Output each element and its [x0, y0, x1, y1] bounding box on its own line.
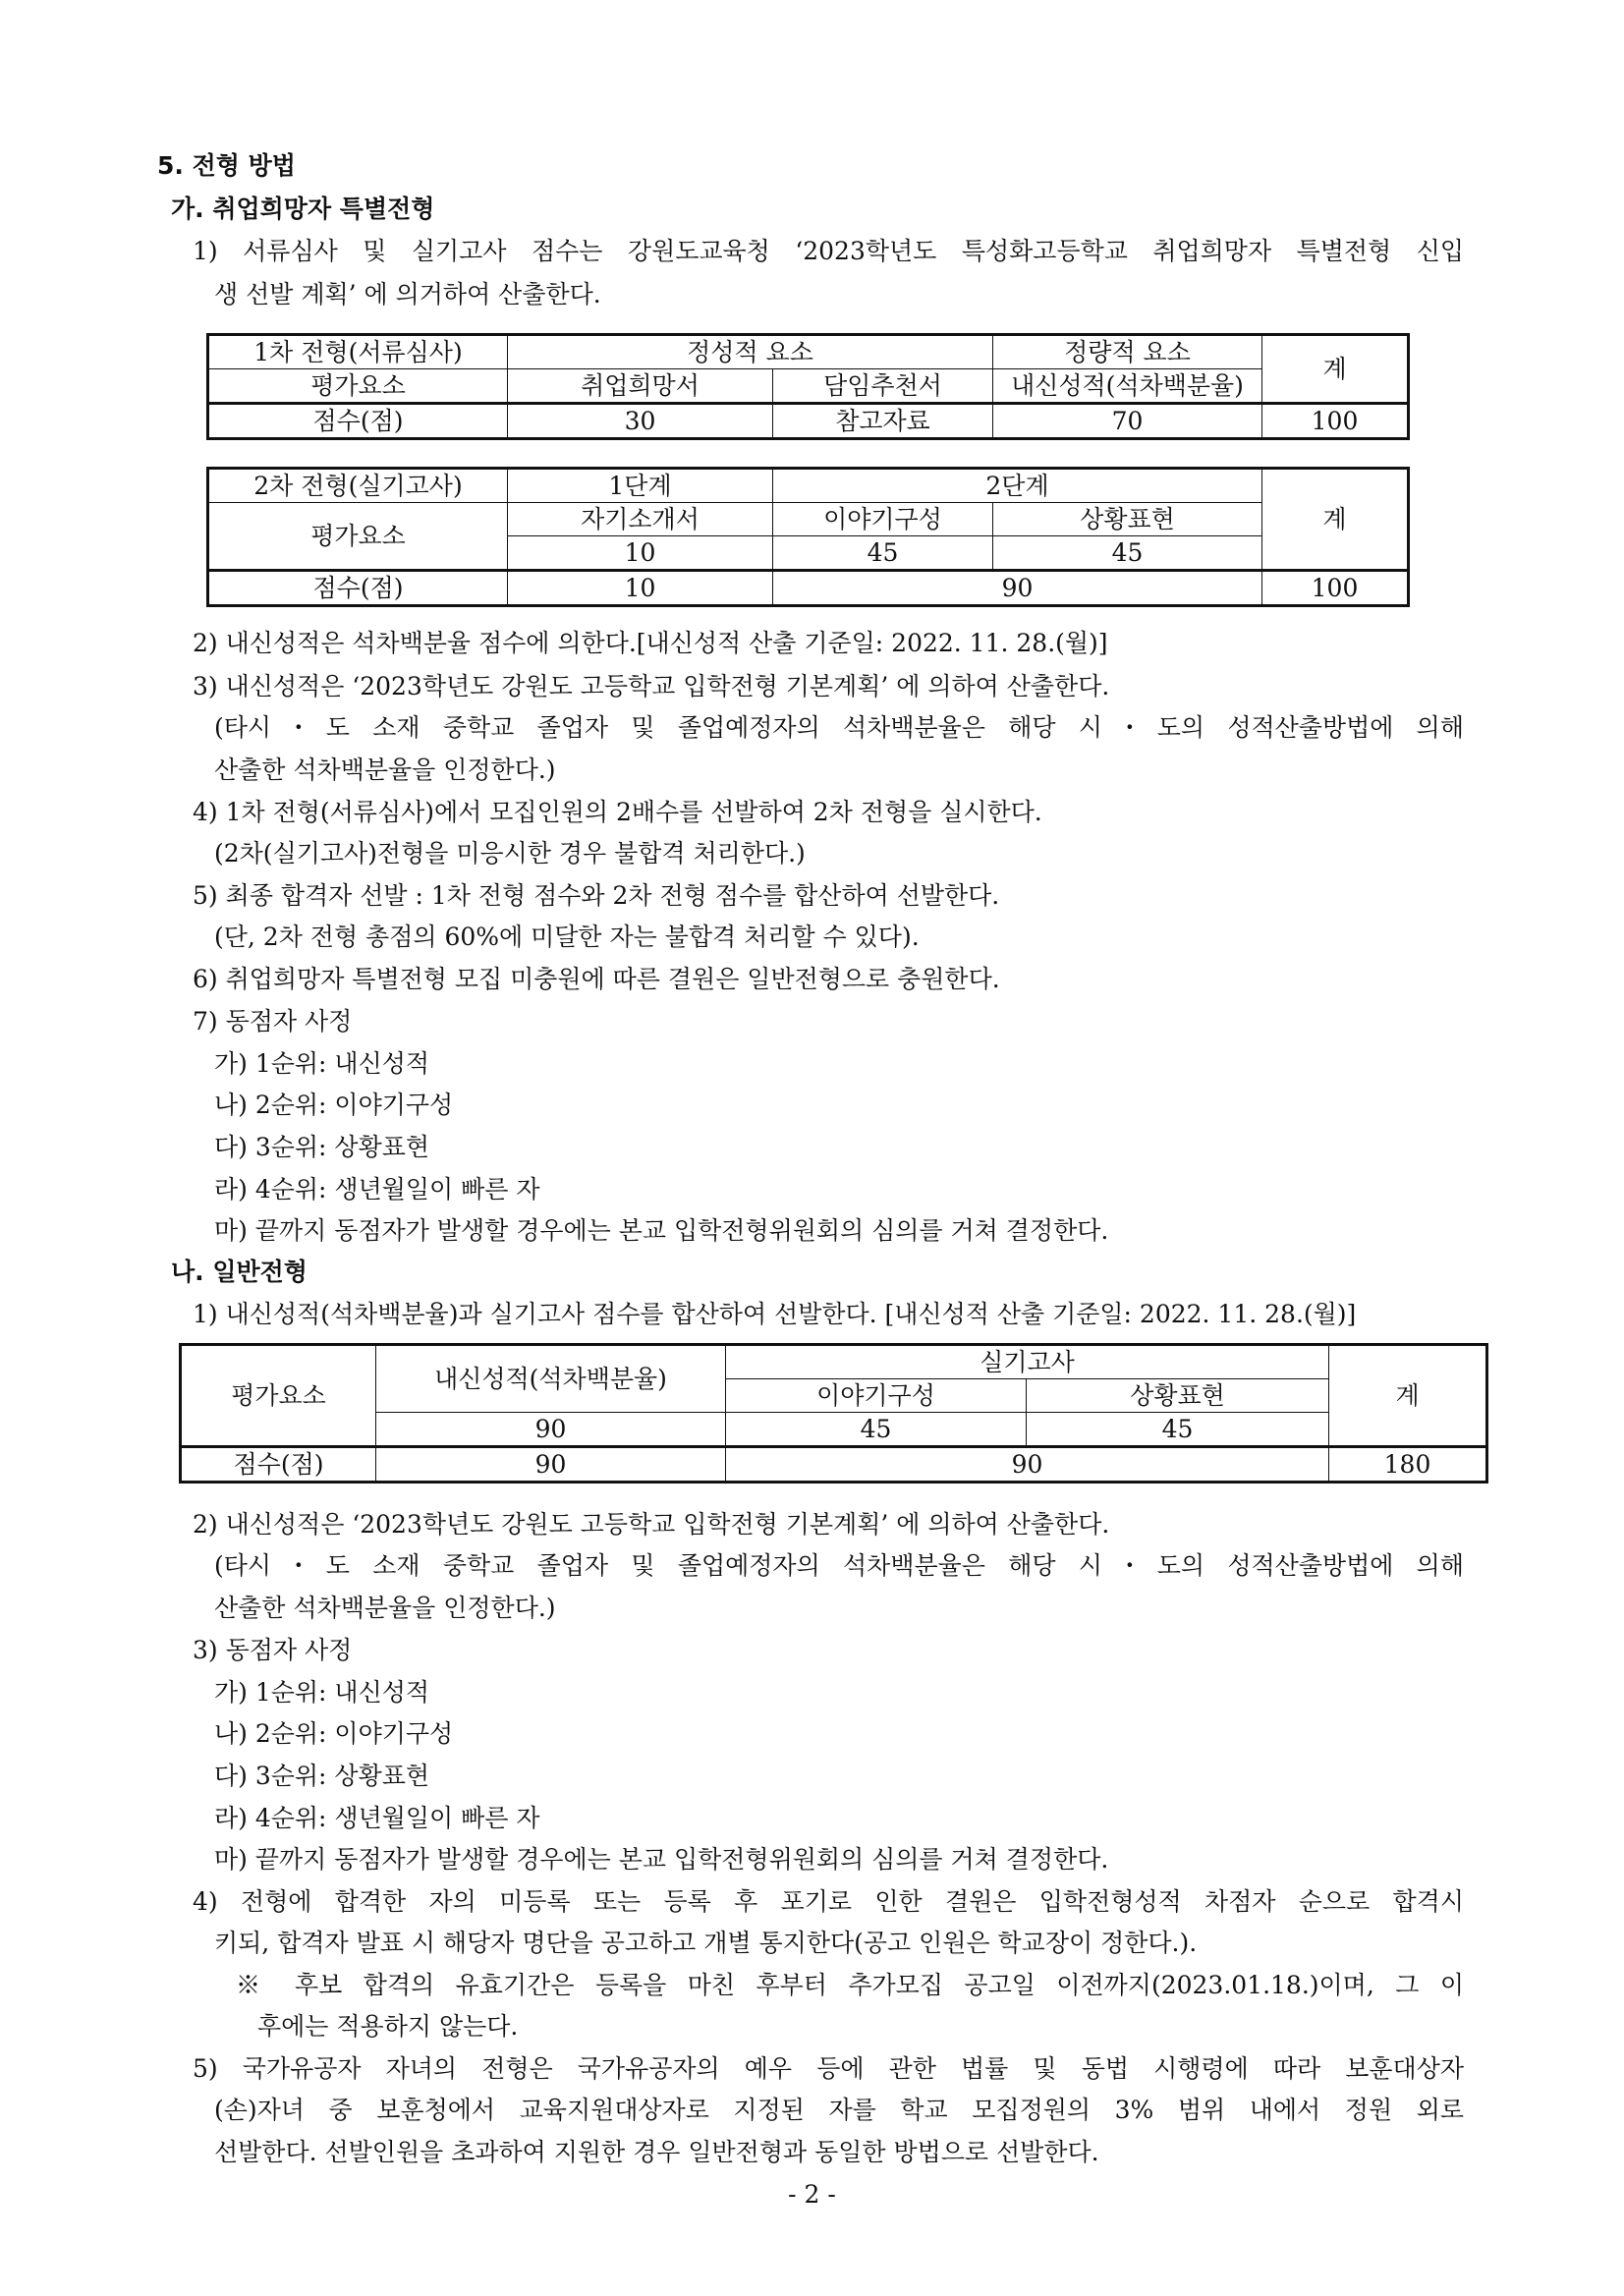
table-cell: 100 — [1262, 404, 1408, 438]
paragraph-b3: 3) 동점자 사정 — [193, 1636, 353, 1664]
table-cell: 90 — [376, 1447, 726, 1482]
table-cell: 정량적 요소 — [993, 336, 1262, 369]
table-cell: 점수(점) — [209, 404, 508, 438]
paragraph-b4-line2: 키되, 합격자 발표 시 해당자 명단을 공고하고 개별 통지한다(공고 인원은 학교장이 정한다.). — [214, 1929, 1198, 1957]
paragraph-a6: 6) 취업희망자 특별전형 모집 미충원에 따른 결원은 일반전형으로 충원한다. — [193, 965, 1000, 993]
list-item: 다) 3순위: 상황표현 — [214, 1133, 430, 1161]
paragraph-b1: 1) 내신성적(석차백분율)과 실기고사 점수를 합산하여 선발한다. [내신성적 산출 기준일: 2022. 11. 28.(월)] — [193, 1300, 1357, 1328]
list-item: 라) 4순위: 생년월일이 빠른 자 — [214, 1804, 540, 1832]
table-cell: 1단계 — [508, 470, 773, 503]
subsection-title-b: 나. 일반전형 — [171, 1258, 308, 1286]
table-cell: 이야기구성 — [773, 503, 993, 536]
list-item: 가) 1순위: 내신성적 — [214, 1049, 430, 1078]
list-item: 마) 끝까지 동점자가 발생할 경우에는 본교 입학전형위원회의 심의를 거쳐 결정한다. — [214, 1216, 1109, 1245]
table-cell: 평가요소 — [209, 503, 508, 571]
table-cell: 점수(점) — [182, 1447, 376, 1482]
table-cell: 100 — [1262, 571, 1408, 605]
table-cell: 10 — [508, 536, 773, 571]
paragraph-a2: 2) 내신성적은 석차백분율 점수에 의한다.[내신성적 산출 기준일: 2022. 11. 28.(월)] — [193, 629, 1108, 657]
paragraph-a5-line1: 5) 최종 합격자 선발 : 1차 전형 점수와 2차 전형 점수를 합산하여 선발한다. — [193, 881, 1000, 910]
table-cell: 45 — [726, 1413, 1027, 1447]
paragraph-a3-line1: 3) 내신성적은 ‘2023학년도 강원도 고등학교 입학전형 기본계획’ 에 의하여 산출한다. — [193, 672, 1110, 700]
table-cell: 정성적 요소 — [508, 336, 993, 369]
table-cell: 90 — [376, 1413, 726, 1447]
table-cell: 참고자료 — [773, 404, 993, 438]
note-line1: ※ 후보 합격의 유효기간은 등록을 마친 후부터 추가모집 공고일 이전까지(2023.01.18.)이며, 그 이 — [236, 1971, 1464, 1999]
page-number: - 2 - — [788, 2180, 836, 2209]
list-item: 나) 2순위: 이야기구성 — [214, 1719, 454, 1748]
paragraph-b2-line3: 산출한 석차백분율을 인정한다.) — [214, 1594, 556, 1622]
list-item: 가) 1순위: 내신성적 — [214, 1678, 430, 1707]
table-cell: 내신성적(석차백분율) — [993, 369, 1262, 404]
paragraph-a7: 7) 동점자 사정 — [193, 1007, 353, 1036]
section-title: 5. 전형 방법 — [157, 151, 296, 180]
table-cell: 2단계 — [773, 470, 1262, 503]
list-item: 나) 2순위: 이야기구성 — [214, 1091, 454, 1119]
subsection-title-a: 가. 취업희망자 특별전형 — [171, 195, 435, 223]
table-cell: 자기소개서 — [508, 503, 773, 536]
table-cell: 평가요소 — [209, 369, 508, 404]
table-cell: 이야기구성 — [726, 1379, 1027, 1413]
table-cell: 상황표현 — [1027, 1379, 1329, 1413]
paragraph-b5-line2: (손)자녀 중 보훈청에서 교육지원대상자로 지정된 자를 학교 모집정원의 3% 범위 내에서 정원 외로 — [214, 2096, 1464, 2124]
paragraph-a3-line2: (타시・도 소재 중학교 졸업자 및 졸업예정자의 석차백분율은 해당 시・도의 성적산출방법에 의해 — [214, 713, 1464, 742]
paragraph-b2-line2: (타시・도 소재 중학교 졸업자 및 졸업예정자의 석차백분율은 해당 시・도의 성적산출방법에 의해 — [214, 1551, 1464, 1580]
note-line2: 후에는 적용하지 않는다. — [257, 2012, 519, 2041]
table-cell: 내신성적(석차백분율) — [376, 1346, 726, 1413]
paragraph-b5-line3: 선발한다. 선발인원을 초과하여 지원한 경우 일반전형과 동일한 방법으로 선발한다. — [214, 2138, 1099, 2166]
table-cell: 90 — [773, 571, 1262, 605]
list-item: 라) 4순위: 생년월일이 빠른 자 — [214, 1175, 540, 1204]
table-cell: 계 — [1329, 1346, 1486, 1447]
table-cell: 계 — [1262, 336, 1408, 404]
table-cell: 1차 전형(서류심사) — [209, 336, 508, 369]
list-item: 마) 끝까지 동점자가 발생할 경우에는 본교 입학전형위원회의 심의를 거쳐 결정한다. — [214, 1845, 1109, 1874]
list-item: 다) 3순위: 상황표현 — [214, 1762, 430, 1790]
paragraph-a4-line2: (2차(실기고사)전형을 미응시한 경우 불합격 처리한다.) — [214, 839, 806, 868]
paragraph-a1-line1: 1) 서류심사 및 실기고사 점수는 강원도교육청 ‘2023학년도 특성화고등학교 취업희망자 특별전형 신입 — [193, 237, 1464, 265]
table-second-stage — [208, 469, 1408, 605]
table-cell: 70 — [993, 404, 1262, 438]
table-cell: 45 — [773, 536, 993, 571]
table-first-stage — [208, 335, 1408, 438]
table-cell: 90 — [726, 1447, 1329, 1482]
table-cell: 10 — [508, 571, 773, 605]
table-cell: 점수(점) — [209, 571, 508, 605]
paragraph-b2-line1: 2) 내신성적은 ‘2023학년도 강원도 고등학교 입학전형 기본계획’ 에 의하여 산출한다. — [193, 1510, 1110, 1539]
table-cell: 평가요소 — [182, 1346, 376, 1447]
table-cell: 2차 전형(실기고사) — [209, 470, 508, 503]
table-cell: 30 — [508, 404, 773, 438]
paragraph-a4-line1: 4) 1차 전형(서류심사)에서 모집인원의 2배수를 선발하여 2차 전형을 실시한다. — [193, 798, 1042, 826]
table-cell: 180 — [1329, 1447, 1486, 1482]
paragraph-a1-line2: 생 선발 계획’ 에 의거하여 산출한다. — [214, 280, 601, 308]
table-cell: 실기고사 — [726, 1346, 1329, 1379]
paragraph-b4-line1: 4) 전형에 합격한 자의 미등록 또는 등록 후 포기로 인한 결원은 입학전형성적 차점자 순으로 합격시 — [193, 1887, 1464, 1916]
table-cell: 취업희망서 — [508, 369, 773, 404]
table-cell: 45 — [1027, 1413, 1329, 1447]
paragraph-a5-line2: (단, 2차 전형 총점의 60%에 미달한 자는 불합격 처리할 수 있다). — [214, 923, 920, 951]
table-cell: 담임추천서 — [773, 369, 993, 404]
table-cell: 45 — [993, 536, 1262, 571]
paragraph-b5-line1: 5) 국가유공자 자녀의 전형은 국가유공자의 예우 등에 관한 법률 및 동법 시행령에 따라 보훈대상자 — [193, 2054, 1464, 2083]
table-cell: 계 — [1262, 470, 1408, 571]
paragraph-a3-line3: 산출한 석차백분율을 인정한다.) — [214, 756, 556, 784]
table-general — [181, 1345, 1486, 1482]
table-cell: 상황표현 — [993, 503, 1262, 536]
